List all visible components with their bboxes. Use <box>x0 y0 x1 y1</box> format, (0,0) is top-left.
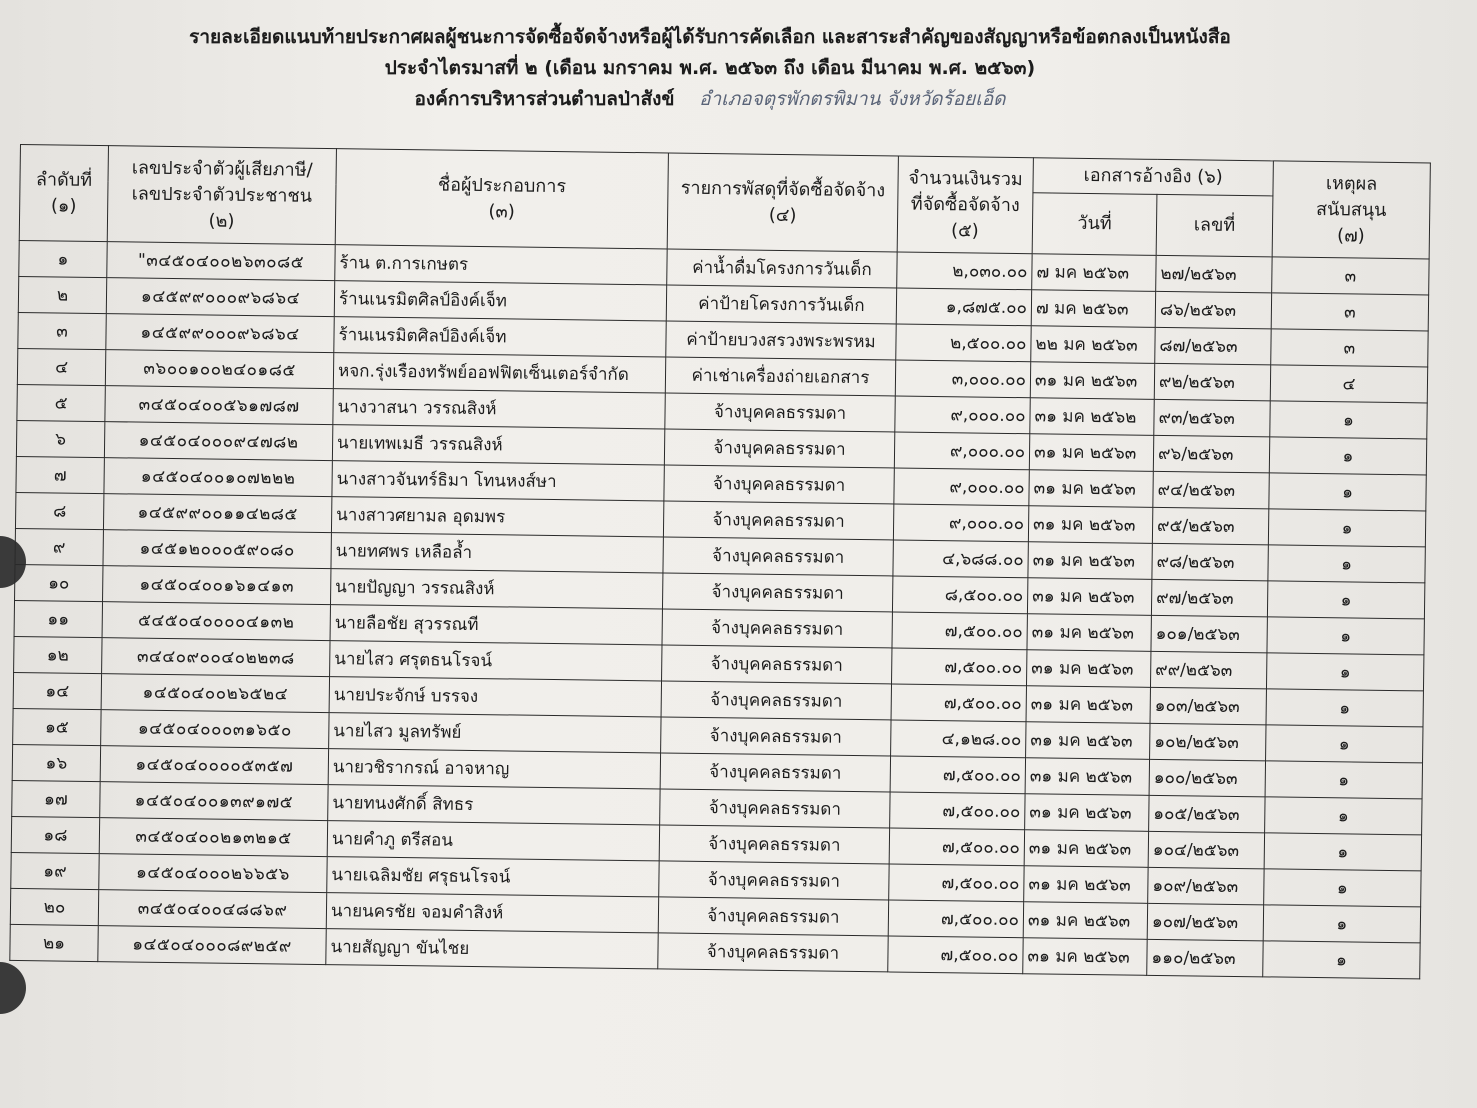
cell-name: นายสัญญา ขันไชย <box>326 929 658 969</box>
cell-item: จ้างบุคคลธรรมดา <box>662 645 892 684</box>
cell-amount: ๘,๕๐๐.๐๐ <box>892 576 1027 614</box>
cell-item: จ้างบุคคลธรรมดา <box>663 537 893 576</box>
organization-name: องค์การบริหารส่วนตำบลป่าสังข์ <box>414 88 675 110</box>
cell-date: ๓๑ มค ๒๕๖๓ <box>1027 578 1151 616</box>
cell-number: ๙๔/๒๕๖๓ <box>1153 471 1269 509</box>
cell-reason: ๑ <box>1267 617 1424 655</box>
cell-no: ๑๕ <box>13 708 101 745</box>
cell-amount: ๗,๕๐๐.๐๐ <box>889 828 1024 866</box>
cell-reason: ๑ <box>1263 941 1420 979</box>
cell-number: ๙๖/๒๕๖๓ <box>1153 435 1269 473</box>
cell-date: ๓๑ มค ๒๕๖๓ <box>1026 650 1150 688</box>
cell-no: ๑๙ <box>11 852 99 889</box>
cell-no: ๑๔ <box>13 672 101 709</box>
cell-amount: ๙,๐๐๐.๐๐ <box>895 396 1030 434</box>
cell-taxid: ๑๔๕๐๔๐๐๒๖๕๒๔ <box>101 674 329 713</box>
cell-item: จ้างบุคคลธรรมดา <box>661 681 891 720</box>
cell-amount: ๗,๕๐๐.๐๐ <box>890 792 1025 830</box>
cell-reason: ๓ <box>1271 329 1428 367</box>
cell-item: จ้างบุคคลธรรมดา <box>664 429 894 468</box>
cell-amount: ๗,๕๐๐.๐๐ <box>892 612 1027 650</box>
cell-no: ๑๗ <box>12 780 100 817</box>
cell-item: จ้างบุคคลธรรมดา <box>665 393 895 432</box>
cell-amount: ๒,๕๐๐.๐๐ <box>896 324 1031 362</box>
cell-amount: ๑,๘๗๕.๐๐ <box>896 288 1031 326</box>
cell-reason: ๑ <box>1266 653 1423 691</box>
cell-name: นายปัญญา วรรณสิงห์ <box>330 569 662 609</box>
cell-taxid: ๑๔๕๐๔๐๐๐๒๖๖๕๖ <box>99 854 327 893</box>
col-header-taxid: เลขประจำตัวผู้เสียภาษี/ เลขประจำตัวประชาชน (๒) <box>107 146 336 245</box>
cell-amount: ๗,๕๐๐.๐๐ <box>889 864 1024 902</box>
cell-amount: ๒,๐๓๐.๐๐ <box>897 252 1032 290</box>
cell-amount: ๙,๐๐๐.๐๐ <box>893 504 1028 542</box>
cell-number: ๑๑๐/๒๕๖๓ <box>1147 939 1263 977</box>
cell-taxid: ๑๔๕๐๔๐๐๑๖๑๔๑๓ <box>103 566 331 605</box>
cell-date: ๗ มค ๒๕๖๓ <box>1031 290 1155 328</box>
cell-name: นายนครชัย จอมคำสิงห์ <box>326 893 658 933</box>
cell-number: ๑๐๑/๒๕๖๓ <box>1151 615 1267 653</box>
cell-taxid: ๑๔๕๙๙๐๐๑๑๔๒๘๕ <box>103 494 331 533</box>
cell-number: ๘๗/๒๕๖๓ <box>1155 327 1271 365</box>
cell-taxid: ๓๔๕๐๔๐๐๕๖๑๗๘๗ <box>105 386 333 425</box>
cell-number: ๑๐๐/๒๕๖๓ <box>1149 759 1265 797</box>
cell-reason: ๑ <box>1269 473 1426 511</box>
cell-number: ๙๕/๒๕๖๓ <box>1152 507 1268 545</box>
cell-taxid: ๓๔๕๐๔๐๐๒๑๓๒๑๕ <box>99 818 327 857</box>
cell-item: จ้างบุคคลธรรมดา <box>660 789 890 828</box>
cell-amount: ๙,๐๐๐.๐๐ <box>894 432 1029 470</box>
cell-no: ๕ <box>17 384 105 421</box>
cell-reason: ๑ <box>1270 401 1427 439</box>
cell-name: นายลือชัย สุวรรณที <box>330 605 662 645</box>
col-header-item: รายการพัสดุที่จัดซื้อจัดจ้าง (๔) <box>667 153 898 252</box>
cell-no: ๑ <box>19 240 107 277</box>
cell-reason: ๑ <box>1269 437 1426 475</box>
cell-date: ๓๑ มค ๒๕๖๓ <box>1027 614 1151 652</box>
cell-taxid: ๑๔๕๙๙๐๐๐๙๖๘๖๔ <box>106 314 334 353</box>
cell-no: ๒๐ <box>10 888 98 925</box>
col-header-amount: จำนวนเงินรวม ที่จัดซื้อจัดจ้าง (๕) <box>897 156 1033 254</box>
cell-item: จ้างบุคคลธรรมดา <box>658 897 888 936</box>
cell-number: ๙๘/๒๕๖๓ <box>1152 543 1268 581</box>
cell-number: ๒๗/๒๕๖๓ <box>1156 255 1272 293</box>
cell-reason: ๓ <box>1272 257 1429 295</box>
cell-no: ๑๑ <box>14 600 102 637</box>
cell-reason: ๑ <box>1267 581 1424 619</box>
cell-name: ร้านเนรมิตศิลป์อิงค์เจ็ท <box>334 281 666 321</box>
cell-item: ค่าน้ำดื่มโครงการวันเด็ก <box>667 249 897 288</box>
cell-reason: ๑ <box>1265 761 1422 799</box>
cell-item: จ้างบุคคลธรรมดา <box>662 609 892 648</box>
cell-name: นางสาวจันทร์ธิมา โทนหงส์ษา <box>332 461 664 501</box>
cell-date: ๓๑ มค ๒๕๖๓ <box>1025 794 1149 832</box>
procurement-table <box>9 144 1431 979</box>
cell-date: ๓๑ มค ๒๕๖๓ <box>1029 434 1153 472</box>
cell-amount: ๗,๕๐๐.๐๐ <box>892 648 1027 686</box>
cell-number: ๑๐๒/๒๕๖๓ <box>1150 723 1266 761</box>
cell-reason: ๑ <box>1265 797 1422 835</box>
cell-number: ๑๐๗/๒๕๖๓ <box>1147 903 1263 941</box>
cell-date: ๓๑ มค ๒๕๖๓ <box>1028 542 1152 580</box>
cell-date: ๓๑ มค ๒๕๖๓ <box>1030 362 1154 400</box>
cell-number: ๑๐๔/๒๕๖๓ <box>1148 831 1264 869</box>
cell-number: ๑๐๓/๒๕๖๓ <box>1150 687 1266 725</box>
cell-amount: ๙,๐๐๐.๐๐ <box>894 468 1029 506</box>
cell-taxid: ๑๔๕๐๔๐๐๐๐๕๓๕๗ <box>100 746 328 785</box>
cell-taxid: ๓๔๕๐๔๐๐๔๘๘๖๙ <box>98 890 326 929</box>
cell-date: ๓๑ มค ๒๕๖๓ <box>1026 722 1150 760</box>
cell-reason: ๑ <box>1264 869 1421 907</box>
cell-date: ๒๒ มค ๒๕๖๓ <box>1031 326 1155 364</box>
cell-no: ๔ <box>17 348 105 385</box>
cell-item: ค่าป้ายโครงการวันเด็ก <box>666 285 896 324</box>
col-header-name: ชื่อผู้ประกอบการ (๓) <box>335 149 668 249</box>
table-body <box>10 240 1429 978</box>
header-line-2: ประจำไตรมาสที่ ๒ (เดือน มกราคม พ.ศ. ๒๕๖๓ ถึง เดือน มีนาคม พ.ศ. ๒๕๖๓) <box>384 57 1036 79</box>
cell-reason: ๑ <box>1263 905 1420 943</box>
cell-no: ๗ <box>16 456 104 493</box>
cell-item: จ้างบุคคลธรรมดา <box>659 861 889 900</box>
cell-item: จ้างบุคคลธรรมดา <box>662 573 892 612</box>
cell-taxid: ๑๔๕๙๙๐๐๐๙๖๘๖๔ <box>106 278 334 317</box>
cell-name: นางวาสนา วรรณสิงห์ <box>333 389 665 429</box>
cell-taxid: ๑๔๕๐๔๐๐๑๐๗๒๒๒ <box>104 458 332 497</box>
cell-date: ๓๑ มค ๒๕๖๓ <box>1025 758 1149 796</box>
cell-no: ๓ <box>18 312 106 349</box>
document-header <box>0 22 1420 115</box>
cell-amount: ๗,๕๐๐.๐๐ <box>890 756 1025 794</box>
cell-no: ๒ <box>18 276 106 313</box>
header-line-1: รายละเอียดแนบท้ายประกาศผลผู้ชนะการจัดซื้อจัดจ้างหรือผู้ได้รับการคัดเลือก และสาระสำคัญของสัญญาหรือข้อตกลงเป็นหนังสือ <box>189 26 1231 48</box>
cell-taxid: ๑๔๕๐๔๐๐๐๙๔๗๘๒ <box>104 422 332 461</box>
cell-taxid: "๓๔๕๐๔๐๐๒๖๓๐๘๕ <box>107 242 335 281</box>
col-header-number: เลขที่ <box>1156 194 1273 257</box>
cell-reason: ๔ <box>1270 365 1427 403</box>
cell-amount: ๔,๖๘๘.๐๐ <box>893 540 1028 578</box>
cell-item: จ้างบุคคลธรรมดา <box>663 501 893 540</box>
cell-taxid: ๓๖๐๐๑๐๐๒๔๐๑๘๕ <box>105 350 333 389</box>
cell-date: ๓๑ มค ๒๕๖๓ <box>1023 938 1147 976</box>
cell-date: ๓๑ มค ๒๕๖๓ <box>1024 830 1148 868</box>
cell-amount: ๗,๕๐๐.๐๐ <box>888 900 1023 938</box>
cell-number: ๙๗/๒๕๖๓ <box>1151 579 1267 617</box>
cell-amount: ๗,๕๐๐.๐๐ <box>888 936 1023 974</box>
cell-name: นายทนงศักดิ์ สิทธร <box>328 785 660 825</box>
cell-number: ๑๐๙/๒๕๖๓ <box>1148 867 1264 905</box>
cell-reason: ๓ <box>1271 293 1428 331</box>
cell-no: ๙ <box>15 528 103 565</box>
cell-amount: ๔,๑๒๘.๐๐ <box>891 720 1026 758</box>
cell-name: นางสาวศยามล อุดมพร <box>331 497 663 537</box>
col-header-date: วันที่ <box>1032 193 1157 256</box>
cell-name: นายทศพร เหลือล้ำ <box>331 533 663 573</box>
cell-name: นายคำภู ตรีสอน <box>327 821 659 861</box>
cell-no: ๒๑ <box>10 924 98 961</box>
cell-date: ๓๑ มค ๒๕๖๓ <box>1029 470 1153 508</box>
cell-item: จ้างบุคคลธรรมดา <box>661 717 891 756</box>
cell-number: ๙๙/๒๕๖๓ <box>1150 651 1266 689</box>
cell-taxid: ๑๔๕๑๒๐๐๐๕๙๐๘๐ <box>103 530 331 569</box>
col-header-ref: เอกสารอ้างอิง (๖) <box>1033 158 1273 196</box>
cell-taxid: ๓๔๔๐๙๐๐๔๐๒๒๓๘ <box>102 638 330 677</box>
cell-number: ๑๐๕/๒๕๖๓ <box>1149 795 1265 833</box>
cell-no: ๑๘ <box>11 816 99 853</box>
cell-taxid: ๕๔๕๐๔๐๐๐๐๔๑๓๒ <box>102 602 330 641</box>
cell-name: ร้าน ต.การเกษตร <box>335 245 667 285</box>
cell-name: หจก.รุ่งเรืองทรัพย์ออฟฟิตเซ็นเตอร์จำกัด <box>333 353 665 393</box>
cell-date: ๓๑ มค ๒๕๖๒ <box>1030 398 1154 436</box>
cell-taxid: ๑๔๕๐๔๐๐๐๘๙๒๕๙ <box>98 926 326 965</box>
cell-name: นายเทพเมธี วรรณสิงห์ <box>332 425 664 465</box>
cell-reason: ๑ <box>1266 689 1423 727</box>
cell-reason: ๑ <box>1266 725 1423 763</box>
cell-taxid: ๑๔๕๐๔๐๐๑๓๙๑๗๕ <box>100 782 328 821</box>
cell-name: นายวชิรากรณ์ อาจหาญ <box>328 749 660 789</box>
cell-item: จ้างบุคคลธรรมดา <box>664 465 894 504</box>
cell-item: ค่าป้ายบวงสรวงพระพรหม <box>666 321 896 360</box>
cell-number: ๙๒/๒๕๖๓ <box>1154 363 1270 401</box>
cell-item: จ้างบุคคลธรรมดา <box>658 933 888 972</box>
cell-number: ๘๖/๒๕๖๓ <box>1155 291 1271 329</box>
cell-name: นายเฉลิมชัย ศรุธนโรจน์ <box>327 857 659 897</box>
col-header-reason: เหตุผล สนับสนุน (๗) <box>1272 161 1430 259</box>
cell-no: ๑๐ <box>15 564 103 601</box>
cell-no: ๑๖ <box>12 744 100 781</box>
cell-reason: ๑ <box>1268 509 1425 547</box>
cell-amount: ๓,๐๐๐.๐๐ <box>895 360 1030 398</box>
cell-no: ๑๒ <box>14 636 102 673</box>
handwritten-note: อำเภอจตุรพักตรพิมาน จังหวัดร้อยเอ็ด <box>699 88 1006 110</box>
cell-name: นายไสว มูลทรัพย์ <box>329 713 661 753</box>
cell-number: ๙๓/๒๕๖๓ <box>1154 399 1270 437</box>
cell-item: จ้างบุคคลธรรมดา <box>660 753 890 792</box>
cell-date: ๓๑ มค ๒๕๖๓ <box>1023 902 1147 940</box>
cell-reason: ๑ <box>1264 833 1421 871</box>
cell-amount: ๗,๕๐๐.๐๐ <box>891 684 1026 722</box>
col-header-no: ลำดับที่ (๑) <box>19 145 108 242</box>
cell-date: ๓๑ มค ๒๕๖๓ <box>1024 866 1148 904</box>
cell-name: นายไสว ศรุตธนโรจน์ <box>330 641 662 681</box>
cell-item: ค่าเช่าเครื่องถ่ายเอกสาร <box>665 357 895 396</box>
cell-no: ๘ <box>15 492 103 529</box>
cell-item: จ้างบุคคลธรรมดา <box>659 825 889 864</box>
cell-name: ร้านเนรมิตศิลป์อิงค์เจ็ท <box>334 317 666 357</box>
header-line-3 <box>0 84 1420 115</box>
cell-name: นายประจักษ์ บรรจง <box>329 677 661 717</box>
cell-taxid: ๑๔๕๐๔๐๐๐๓๑๖๕๐ <box>101 710 329 749</box>
cell-reason: ๑ <box>1268 545 1425 583</box>
cell-date: ๓๑ มค ๒๕๖๓ <box>1028 506 1152 544</box>
cell-date: ๗ มค ๒๕๖๓ <box>1032 254 1156 292</box>
cell-no: ๖ <box>16 420 104 457</box>
cell-date: ๓๑ มค ๒๕๖๓ <box>1026 686 1150 724</box>
